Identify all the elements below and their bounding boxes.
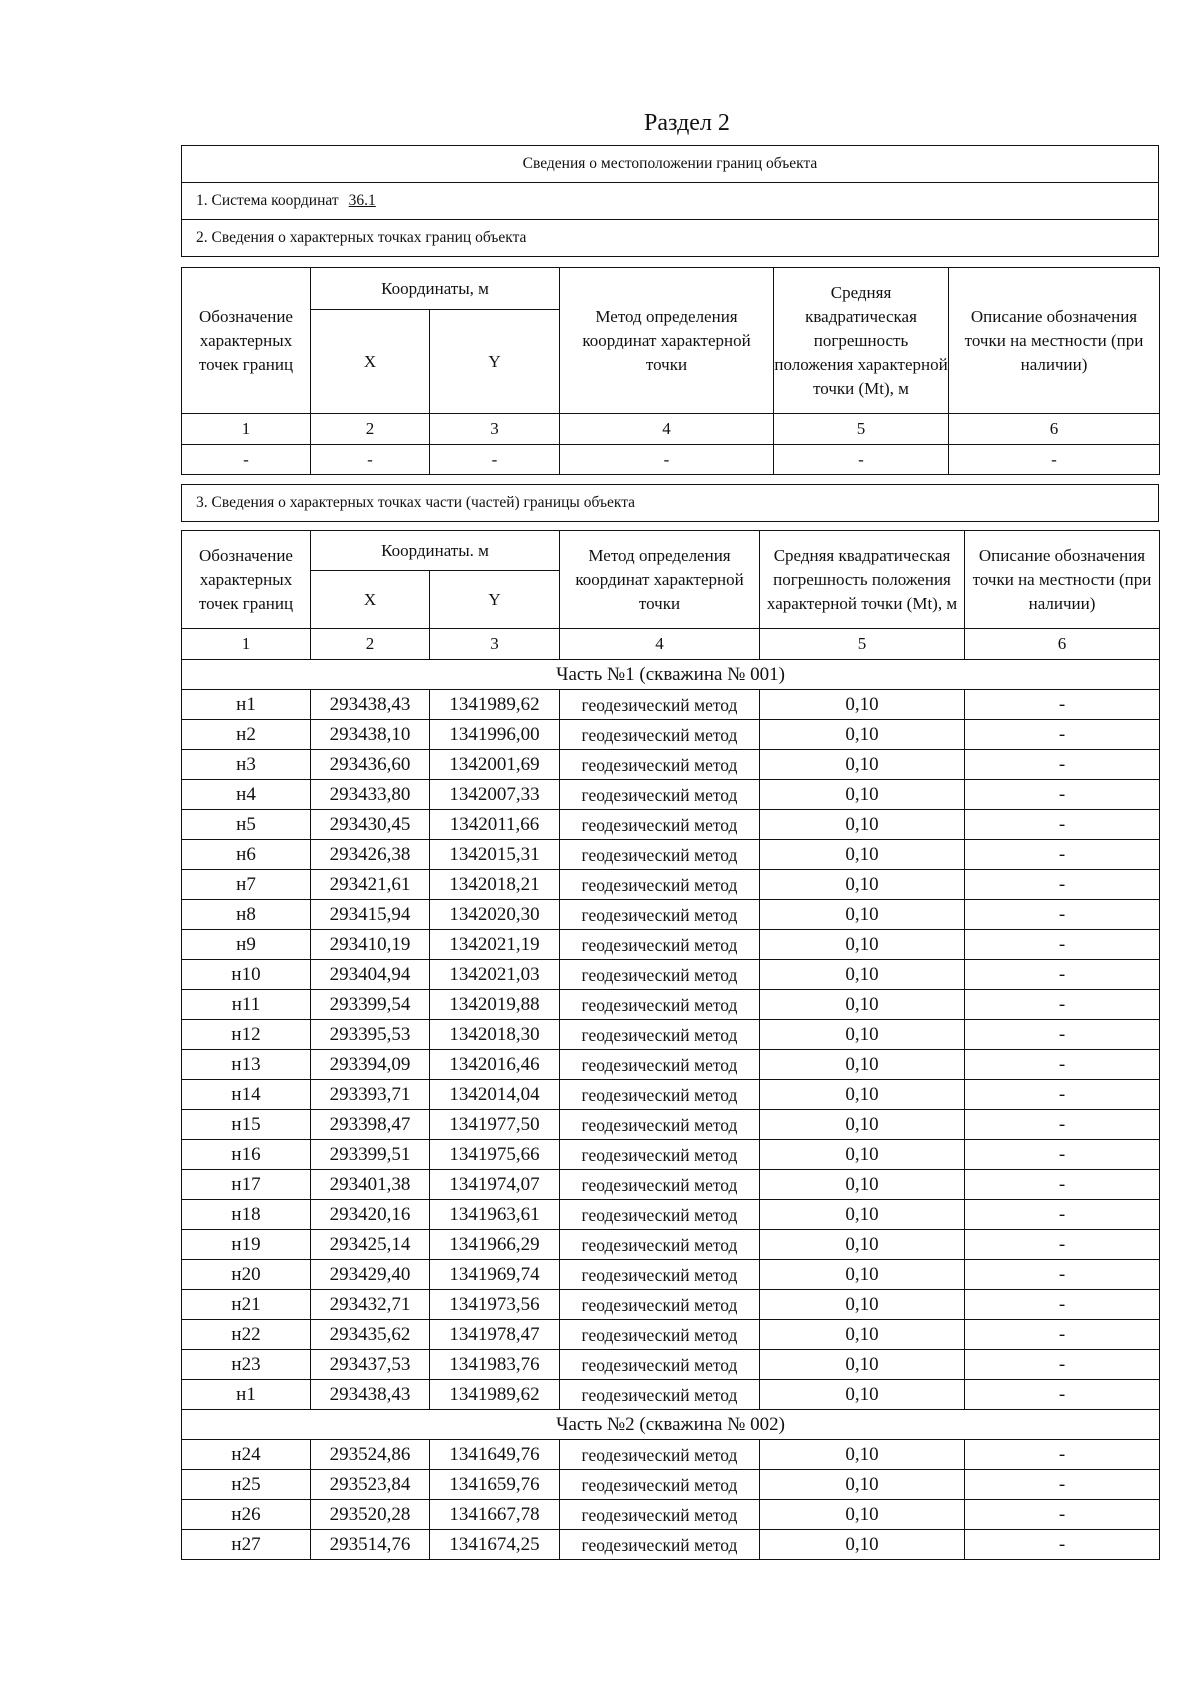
part-points-title: 3. Сведения о характерных точках части (частей) границы объекта (182, 485, 1159, 522)
page-title: Раздел 2 (644, 110, 730, 136)
header-x: X (311, 310, 430, 414)
method: геодезический метод (560, 1350, 760, 1380)
header-coordinates: Координаты. м (311, 531, 560, 571)
method: геодезический метод (560, 750, 760, 780)
point-designation: н23 (182, 1350, 311, 1380)
method: геодезический метод (560, 780, 760, 810)
error-value: 0,10 (760, 1440, 965, 1470)
method: геодезический метод (560, 1110, 760, 1140)
table-row (182, 1290, 1160, 1320)
boundary-points-table (181, 267, 1160, 475)
coordinate-y: 1341667,78 (430, 1500, 560, 1530)
point-designation: н4 (182, 780, 311, 810)
table-row (182, 720, 1160, 750)
error-value: 0,10 (760, 1380, 965, 1410)
point-designation: н14 (182, 1080, 311, 1110)
error-value: 0,10 (760, 870, 965, 900)
point-designation: н7 (182, 870, 311, 900)
description: - (965, 930, 1160, 960)
coordinate-x: 293420,16 (311, 1200, 430, 1230)
method: геодезический метод (560, 810, 760, 840)
coordinate-y: 1341649,76 (430, 1440, 560, 1470)
empty-cell: - (430, 445, 560, 475)
coordinate-x: 293432,71 (311, 1290, 430, 1320)
coordinate-y: 1341973,56 (430, 1290, 560, 1320)
coordinate-y: 1341989,62 (430, 690, 560, 720)
method: геодезический метод (560, 840, 760, 870)
method: геодезический метод (560, 1140, 760, 1170)
description: - (965, 1230, 1160, 1260)
coordinate-y: 1342018,21 (430, 870, 560, 900)
table-body (182, 660, 1160, 1560)
coordinate-y: 1341969,74 (430, 1260, 560, 1290)
method: геодезический метод (560, 1020, 760, 1050)
table-row (182, 1260, 1160, 1290)
header-method: Метод определения координат характерной точки (560, 531, 760, 629)
point-designation: н1 (182, 690, 311, 720)
coordinate-x: 293404,94 (311, 960, 430, 990)
coordinate-x: 293426,38 (311, 840, 430, 870)
description: - (965, 780, 1160, 810)
description: - (965, 1170, 1160, 1200)
point-designation: н9 (182, 930, 311, 960)
method: геодезический метод (560, 1440, 760, 1470)
description: - (965, 1110, 1160, 1140)
header-description: Описание обозначения точки на местности (при наличии) (949, 268, 1160, 414)
point-designation: н24 (182, 1440, 311, 1470)
point-designation: н13 (182, 1050, 311, 1080)
column-number: 1 (182, 414, 311, 445)
point-designation: н17 (182, 1170, 311, 1200)
error-value: 0,10 (760, 1500, 965, 1530)
point-designation: н6 (182, 840, 311, 870)
coordinate-x: 293524,86 (311, 1440, 430, 1470)
coordinate-y: 1342011,66 (430, 810, 560, 840)
table-row (182, 1350, 1160, 1380)
error-value: 0,10 (760, 900, 965, 930)
coordinate-y: 1341975,66 (430, 1140, 560, 1170)
description: - (965, 1440, 1160, 1470)
method: геодезический метод (560, 1170, 760, 1200)
column-number: 2 (311, 414, 430, 445)
coordinate-system-row (182, 183, 1159, 220)
error-value: 0,10 (760, 1020, 965, 1050)
table-row (182, 1470, 1160, 1500)
coordinate-x: 293438,10 (311, 720, 430, 750)
description: - (965, 1290, 1160, 1320)
point-designation: н5 (182, 810, 311, 840)
coordinate-y: 1341974,07 (430, 1170, 560, 1200)
coordinate-x: 293399,54 (311, 990, 430, 1020)
column-number: 2 (311, 629, 430, 660)
method: геодезический метод (560, 930, 760, 960)
coordinate-x: 293433,80 (311, 780, 430, 810)
point-designation: н26 (182, 1500, 311, 1530)
header-description: Описание обозначения точки на местности (при наличии) (965, 531, 1160, 629)
coordinate-x: 293430,45 (311, 810, 430, 840)
column-number: 3 (430, 414, 560, 445)
description: - (965, 1080, 1160, 1110)
table-row (182, 1440, 1160, 1470)
method: геодезический метод (560, 1530, 760, 1560)
error-value: 0,10 (760, 1260, 965, 1290)
table-row (182, 960, 1160, 990)
error-value: 0,10 (760, 780, 965, 810)
column-number: 6 (949, 414, 1160, 445)
part-boundary-points-table (181, 530, 1160, 1560)
table-row (182, 1500, 1160, 1530)
method: геодезический метод (560, 1080, 760, 1110)
coordinate-y: 1342007,33 (430, 780, 560, 810)
method: геодезический метод (560, 960, 760, 990)
point-designation: н16 (182, 1140, 311, 1170)
method: геодезический метод (560, 900, 760, 930)
error-value: 0,10 (760, 1080, 965, 1110)
error-value: 0,10 (760, 1170, 965, 1200)
coordinate-x: 293429,40 (311, 1260, 430, 1290)
column-number: 5 (760, 629, 965, 660)
method: геодезический метод (560, 1290, 760, 1320)
header-x: X (311, 571, 430, 629)
error-value: 0,10 (760, 750, 965, 780)
coordinate-y: 1342015,31 (430, 840, 560, 870)
description: - (965, 840, 1160, 870)
coordinate-y: 1341674,25 (430, 1530, 560, 1560)
coordinate-system-label: 1. Система координат (196, 192, 339, 209)
method: геодезический метод (560, 1050, 760, 1080)
description: - (965, 1470, 1160, 1500)
table-row (182, 1080, 1160, 1110)
error-value: 0,10 (760, 1050, 965, 1080)
coordinate-x: 293393,71 (311, 1080, 430, 1110)
coordinate-y: 1341966,29 (430, 1230, 560, 1260)
column-number: 5 (774, 414, 949, 445)
coordinate-y: 1342021,03 (430, 960, 560, 990)
header-coordinates: Координаты, м (311, 268, 560, 310)
coordinate-y: 1342014,04 (430, 1080, 560, 1110)
description: - (965, 1500, 1160, 1530)
column-number: 3 (430, 629, 560, 660)
point-designation: н8 (182, 900, 311, 930)
point-designation: н27 (182, 1530, 311, 1560)
header-designation: Обозначение характерных точек границ (182, 268, 311, 414)
empty-cell: - (311, 445, 430, 475)
table-row (182, 780, 1160, 810)
point-designation: н3 (182, 750, 311, 780)
error-value: 0,10 (760, 1530, 965, 1560)
coordinate-y: 1341963,61 (430, 1200, 560, 1230)
coordinate-x: 293415,94 (311, 900, 430, 930)
column-number: 6 (965, 629, 1160, 660)
method: геодезический метод (560, 870, 760, 900)
description: - (965, 750, 1160, 780)
empty-cell: - (560, 445, 774, 475)
method: геодезический метод (560, 1500, 760, 1530)
part-header-row (182, 660, 1160, 690)
description: - (965, 720, 1160, 750)
block-title: Сведения о местоположении границ объекта (182, 146, 1159, 183)
coordinate-y: 1342019,88 (430, 990, 560, 1020)
error-value: 0,10 (760, 1230, 965, 1260)
error-value: 0,10 (760, 1350, 965, 1380)
column-number: 4 (560, 414, 774, 445)
point-designation: н10 (182, 960, 311, 990)
coordinate-x: 293399,51 (311, 1140, 430, 1170)
coordinate-x: 293438,43 (311, 1380, 430, 1410)
method: геодезический метод (560, 1230, 760, 1260)
table-row (182, 1320, 1160, 1350)
method: геодезический метод (560, 1320, 760, 1350)
coordinate-x: 293395,53 (311, 1020, 430, 1050)
empty-cell: - (182, 445, 311, 475)
method: геодезический метод (560, 1200, 760, 1230)
error-value: 0,10 (760, 1200, 965, 1230)
header-y: Y (430, 571, 560, 629)
object-location-block (181, 145, 1159, 257)
coordinate-y: 1341977,50 (430, 1110, 560, 1140)
part-points-block (181, 484, 1159, 522)
point-designation: н18 (182, 1200, 311, 1230)
coordinate-x: 293410,19 (311, 930, 430, 960)
header-error: Средняя квадратическая погрешность положения характерной точки (Mt), м (760, 531, 965, 629)
description: - (965, 1200, 1160, 1230)
description: - (965, 1050, 1160, 1080)
part-header-row (182, 1410, 1160, 1440)
error-value: 0,10 (760, 690, 965, 720)
table-row (182, 1380, 1160, 1410)
table-row (182, 750, 1160, 780)
description: - (965, 1350, 1160, 1380)
point-designation: н1 (182, 1380, 311, 1410)
table-row (182, 1530, 1160, 1560)
description: - (965, 810, 1160, 840)
description: - (965, 990, 1160, 1020)
coordinate-x: 293438,43 (311, 690, 430, 720)
point-designation: н21 (182, 1290, 311, 1320)
description: - (965, 1530, 1160, 1560)
table-row (182, 810, 1160, 840)
description: - (965, 1260, 1160, 1290)
error-value: 0,10 (760, 990, 965, 1020)
coordinate-y: 1342018,30 (430, 1020, 560, 1050)
coordinate-x: 293398,47 (311, 1110, 430, 1140)
error-value: 0,10 (760, 720, 965, 750)
point-designation: н25 (182, 1470, 311, 1500)
method: геодезический метод (560, 1470, 760, 1500)
point-designation: н2 (182, 720, 311, 750)
coordinate-y: 1341659,76 (430, 1470, 560, 1500)
coordinate-x: 293425,14 (311, 1230, 430, 1260)
table-row (182, 1110, 1160, 1140)
column-number: 4 (560, 629, 760, 660)
header-designation: Обозначение характерных точек границ (182, 531, 311, 629)
table-row (182, 870, 1160, 900)
table-row (182, 690, 1160, 720)
coordinate-system-value: 36.1 (348, 192, 376, 209)
coordinate-x: 293435,62 (311, 1320, 430, 1350)
point-designation: н15 (182, 1110, 311, 1140)
empty-cell: - (949, 445, 1160, 475)
coordinate-x: 293421,61 (311, 870, 430, 900)
error-value: 0,10 (760, 1320, 965, 1350)
coordinate-y: 1341978,47 (430, 1320, 560, 1350)
description: - (965, 960, 1160, 990)
description: - (965, 900, 1160, 930)
error-value: 0,10 (760, 930, 965, 960)
table-row (182, 840, 1160, 870)
coordinate-x: 293436,60 (311, 750, 430, 780)
method: геодезический метод (560, 1260, 760, 1290)
error-value: 0,10 (760, 1140, 965, 1170)
header-y: Y (430, 310, 560, 414)
table-row (182, 1020, 1160, 1050)
description: - (965, 690, 1160, 720)
description: - (965, 1140, 1160, 1170)
description: - (965, 1380, 1160, 1410)
part-title: Часть №2 (скважина № 002) (182, 1410, 1160, 1440)
error-value: 0,10 (760, 1290, 965, 1320)
coordinate-y: 1341996,00 (430, 720, 560, 750)
description: - (965, 870, 1160, 900)
point-designation: н20 (182, 1260, 311, 1290)
table-row (182, 1170, 1160, 1200)
coordinate-y: 1342020,30 (430, 900, 560, 930)
point-designation: н12 (182, 1020, 311, 1050)
part-title: Часть №1 (скважина № 001) (182, 660, 1160, 690)
header-method: Метод определения координат характерной точки (560, 268, 774, 414)
table-row (182, 1200, 1160, 1230)
point-designation: н11 (182, 990, 311, 1020)
column-number: 1 (182, 629, 311, 660)
error-value: 0,10 (760, 1110, 965, 1140)
header-error: Средняя квадратическая погрешность положения характерной точки (Mt), м (774, 268, 949, 414)
coordinate-y: 1342001,69 (430, 750, 560, 780)
coordinate-x: 293523,84 (311, 1470, 430, 1500)
table-row (182, 1230, 1160, 1260)
coordinate-x: 293514,76 (311, 1530, 430, 1560)
table-row (182, 900, 1160, 930)
coordinate-x: 293394,09 (311, 1050, 430, 1080)
method: геодезический метод (560, 990, 760, 1020)
error-value: 0,10 (760, 1470, 965, 1500)
table-row (182, 1140, 1160, 1170)
coordinate-y: 1342021,19 (430, 930, 560, 960)
coordinate-x: 293520,28 (311, 1500, 430, 1530)
point-designation: н19 (182, 1230, 311, 1260)
description: - (965, 1320, 1160, 1350)
point-designation: н22 (182, 1320, 311, 1350)
coordinate-x: 293401,38 (311, 1170, 430, 1200)
coordinate-x: 293437,53 (311, 1350, 430, 1380)
method: геодезический метод (560, 720, 760, 750)
error-value: 0,10 (760, 840, 965, 870)
coordinate-y: 1342016,46 (430, 1050, 560, 1080)
error-value: 0,10 (760, 960, 965, 990)
method: геодезический метод (560, 1380, 760, 1410)
table-row (182, 930, 1160, 960)
table-row (182, 990, 1160, 1020)
points-section-title: 2. Сведения о характерных точках границ объекта (182, 220, 1159, 257)
empty-cell: - (774, 445, 949, 475)
coordinate-y: 1341983,76 (430, 1350, 560, 1380)
description: - (965, 1020, 1160, 1050)
coordinate-y: 1341989,62 (430, 1380, 560, 1410)
method: геодезический метод (560, 690, 760, 720)
error-value: 0,10 (760, 810, 965, 840)
table-row (182, 1050, 1160, 1080)
